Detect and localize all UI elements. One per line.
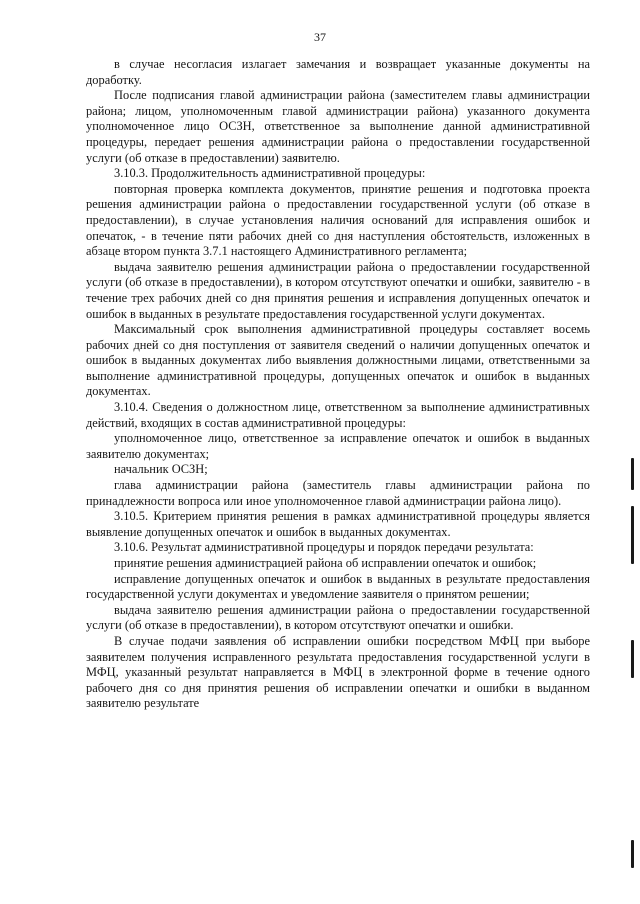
paragraph: выдача заявителю решения администрации района о предоставлении государственной услуги (об отказе в предоставлении), в котором отсутствуют опечатки и ошибки. — [86, 602, 590, 633]
paragraph: В случае подачи заявления об исправлении ошибки посредством МФЦ при выборе заявителем получения исправленного результата предоставления государственной услуги в МФЦ, указанный результат направляется в МФЦ в электронной форме в течение одного рабочего дня со дня принятия решения об исправлении опечатки и ошибки в выданном заявителю результате — [86, 633, 590, 711]
scan-edge-mark — [631, 840, 634, 868]
paragraph: повторная проверка комплекта документов, принятие решения и подготовка проекта решения администрации района о предоставлении государственной услуги (об отказе в предоставлении), в случае установления наличия оснований для исправления ошибок и опечаток, - в течение пяти рабочих дней со дня наступления обстоятельств, изложенных в абзаце втором пункта 3.7.1 настоящего Административного регламента; — [86, 181, 590, 259]
paragraph: выдача заявителю решения администрации района о предоставлении государственной услуги (об отказе в предоставлении), в котором отсутствуют опечатки и ошибки, заявителю - в течение трех рабочих дней со дня принятия решения и исправления допущенных опечаток и ошибок в выданных в результате предоставления государственной услуги документах. — [86, 259, 590, 321]
paragraph: 3.10.5. Критерием принятия решения в рамках административной процедуры является выявление допущенных опечаток и ошибок в выданных документах. — [86, 509, 590, 539]
paragraph: Максимальный срок выполнения административной процедуры составляет восемь рабочих дней со дня поступления от заявителя сведений о наличии допущенных опечаток и ошибок в выданных документах либо выявления должностными лицами, ответственными за выполнение административной процедуры, допущенных опечаток и ошибок в выданных документах. — [86, 322, 590, 399]
paragraph: принятие решения администрацией района об исправлении опечаток и ошибок; — [114, 556, 537, 570]
paragraph: 3.10.3. Продолжительность административной процедуры: — [114, 166, 426, 181]
scan-edge-mark — [631, 640, 634, 678]
paragraph: После подписания главой администрации района (заместителем главы администрации района; лицом, уполномоченным главой администрации района) указанного документа уполномоченное лицо ОСЗН, ответственное за выполнение данной административной процедуры, передает решения администрации района о предоставлении государственной услуги (об отказе в предоставлении) заявителю. — [86, 88, 590, 165]
document-body — [86, 57, 590, 712]
paragraph: уполномоченное лицо, ответственное за исправление опечаток и ошибок в выданных заявителю документах; — [86, 431, 590, 461]
paragraph: в случае несогласия излагает замечания и возвращает указанные документы на доработку. — [86, 57, 590, 87]
scan-edge-mark — [631, 458, 634, 490]
paragraph: 3.10.4. Сведения о должностном лице, ответственном за выполнение административных действий, входящих в состав административной процедуры: — [86, 400, 590, 430]
paragraph: исправление допущенных опечаток и ошибок в выданных в результате предоставления государственной услуги документах и уведомление заявителя о принятом решении; — [86, 571, 590, 602]
paragraph: 3.10.6. Результат административной процедуры и порядок передачи результата: — [114, 540, 534, 555]
scan-edge-mark — [631, 506, 634, 564]
paragraph: глава администрации района (заместитель главы администрации района по принадлежности вопроса или иное уполномоченное главой администрации района лицо). — [86, 478, 590, 508]
page-number: 37 — [314, 30, 326, 44]
paragraph: начальник ОСЗН; — [114, 462, 208, 477]
